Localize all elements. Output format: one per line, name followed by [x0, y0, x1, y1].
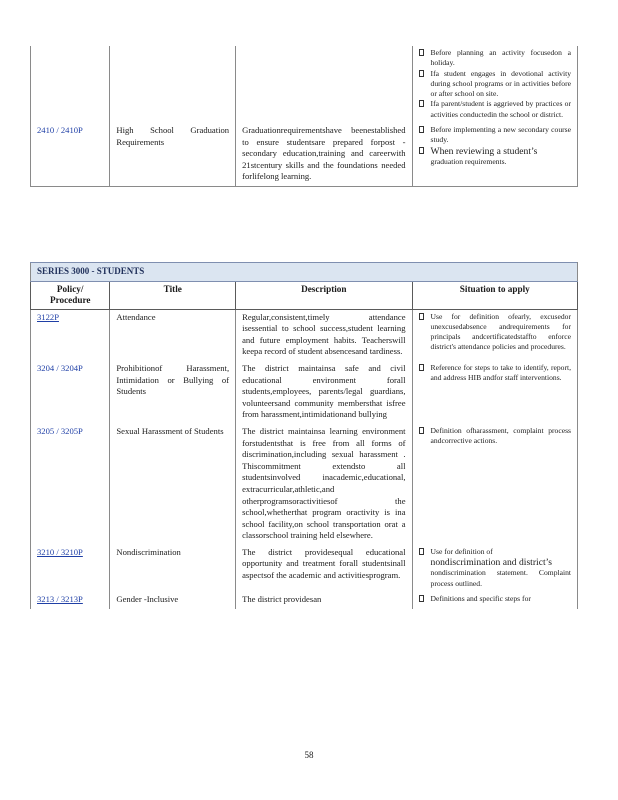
- series-title: SERIES 3000 - STUDENTS: [31, 263, 578, 282]
- policy-description: The district maintainsa safe and civil educational environment forall students,employees, parents/legal guardians, volunteersand community membersthat isfree from harassment,intimidationand bullying: [236, 361, 412, 424]
- situation-bullet: Ifa student engages in devotional activity during school programs or in activities before or after school on site.: [419, 69, 571, 100]
- bullet-box-icon: [419, 313, 424, 320]
- situation-list: [419, 48, 571, 120]
- policy-description: Regular,consistent,timely attendance isessential to school success,student learning and future employment habits. Teacherswill keepa record of student absencesand tardiness.: [236, 309, 412, 361]
- bullet-box-icon: [419, 126, 424, 133]
- policy-title: Nondiscrimination: [110, 545, 236, 592]
- policy-code: 3204 / 3204P: [31, 361, 110, 424]
- situation-bullet: Reference for steps to take to identify, report, and address HIB andfor staff interventions.: [419, 363, 571, 384]
- policy-code-link[interactable]: 3210 / 3210P: [31, 545, 110, 592]
- bullet-box-icon: [419, 147, 424, 154]
- empty-cell: [236, 46, 412, 123]
- policy-code: 3205 / 3205P: [31, 424, 110, 545]
- policy-title: Attendance: [110, 309, 236, 361]
- situation-cell: [412, 123, 577, 186]
- situation-list: [419, 363, 571, 384]
- column-header-policy: Policy/ Procedure: [31, 281, 110, 309]
- situation-list: [419, 547, 571, 589]
- situation-bullet: Before planning an activity focusedon a holiday.: [419, 48, 571, 69]
- situation-bullet: Definition ofharassment, complaint process andcorrective actions.: [419, 426, 571, 447]
- situation-bullet: Before implementing a new secondary course study.: [419, 125, 571, 146]
- column-header-description: Description: [236, 281, 412, 309]
- situation-cell: [412, 424, 577, 545]
- table-row: [31, 592, 578, 609]
- policy-code-link[interactable]: 3122P: [31, 309, 110, 361]
- table-row: [31, 424, 578, 545]
- table-row: [31, 361, 578, 424]
- page-number: 58: [304, 750, 314, 760]
- policy-table-continued: [30, 46, 578, 187]
- column-header-row: [31, 281, 578, 309]
- table-row: [31, 123, 578, 186]
- bullet-box-icon: [419, 49, 424, 56]
- table-row: [31, 545, 578, 592]
- policy-title: High School Graduation Requirements: [110, 123, 236, 186]
- situation-bullet: Ifa parent/student is aggrieved by practices or activities conductedin the school or district.: [419, 99, 571, 120]
- bullet-box-icon: [419, 548, 424, 555]
- situation-bullet: Use for definition ofearly, excusedor unexcusedabsence andrequirements for principals andcertificatedstaffto enforce district's attendance policies and procedures.: [419, 312, 571, 353]
- policy-title: Sexual Harassment of Students: [110, 424, 236, 545]
- policy-description: The district providesan: [236, 592, 412, 609]
- situation-bullet: When reviewing a student’s graduation requirements.: [419, 146, 571, 168]
- bullet-box-icon: [419, 100, 424, 107]
- policy-title: Gender -Inclusive: [110, 592, 236, 609]
- situation-cell: [412, 361, 577, 424]
- situation-list: [419, 594, 571, 604]
- situation-cell: [412, 46, 577, 123]
- policy-description: The district maintainsa learning environment forstudentsthat is free from all forms of discrimination,including sexual harassment . Thiscommitment extendsto all studentsinvolved inacademic,educational, extracurricular,athletic,and otherprogramsoractivitiesof the school,whetherthat program oractivity is ina school facility,on school transportation orat a classorschool training held elsewhere.: [236, 424, 412, 545]
- situation-bullet: Definitions and specific steps for: [419, 594, 571, 604]
- table-row: [31, 309, 578, 361]
- bullet-box-icon: [419, 364, 424, 371]
- policy-code-link[interactable]: 3213 / 3213P: [31, 592, 110, 609]
- situation-list: [419, 125, 571, 167]
- continued-row: [31, 46, 578, 123]
- series-header-bar: [31, 263, 578, 282]
- bullet-box-icon: [419, 427, 424, 434]
- situation-bullet: Use for definition of nondiscrimination and district’s nondiscrimination statement. Complaint process outlined.: [419, 547, 571, 589]
- policy-title: Prohibitionof Harassment, Intimidation or Bullying of Students: [110, 361, 236, 424]
- situation-cell: [412, 592, 577, 609]
- empty-cell: [110, 46, 236, 123]
- bullet-box-icon: [419, 70, 424, 77]
- situation-cell: [412, 309, 577, 361]
- policy-code: 2410 / 2410P: [31, 123, 110, 186]
- column-header-title: Title: [110, 281, 236, 309]
- policy-description: Graduationrequirementshave beenestablished to ensure studentsare prepared forpost - secondary education,training and careerwith 21stcentury skills and the foundations needed forlifelong learning.: [236, 123, 412, 186]
- situation-list: [419, 312, 571, 353]
- policy-table-series-3000: [30, 262, 578, 609]
- bullet-box-icon: [419, 595, 424, 602]
- policy-description: The district providesequal educational opportunity and treatment forall studentsinall aspectsof the academic and activitiesprogram.: [236, 545, 412, 592]
- situation-list: [419, 426, 571, 447]
- column-header-situation: Situation to apply: [412, 281, 577, 309]
- empty-cell: [31, 46, 110, 123]
- situation-cell: [412, 545, 577, 592]
